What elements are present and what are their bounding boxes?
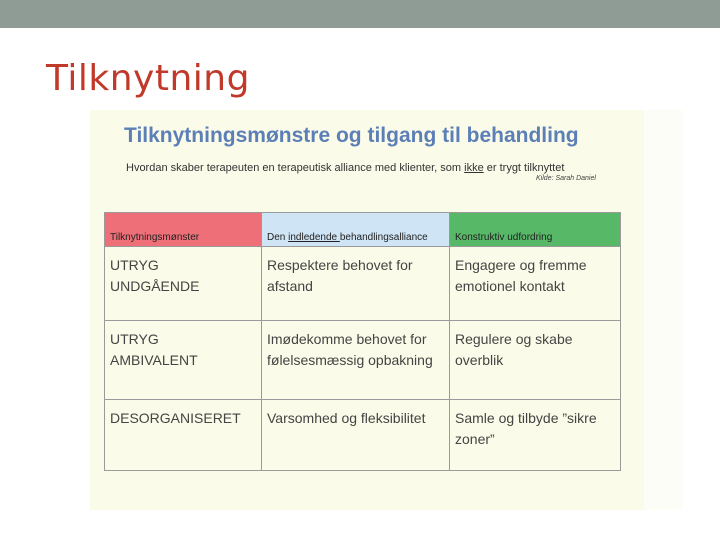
slide-title: Tilknytning <box>46 58 250 99</box>
top-bar <box>0 0 720 28</box>
alliance-cell: Imødekomme behovet for følelsesmæssig opbakning <box>262 321 450 400</box>
pattern-line: UTRYG <box>110 331 159 347</box>
header-underlined: indledende <box>288 232 340 243</box>
figure-title: Tilknytningsmønstre og tilgang til behandling <box>124 124 579 147</box>
table-header-row <box>105 213 621 247</box>
header-constructive-challenge: Konstruktiv udfordring <box>450 213 621 247</box>
pattern-line: UTRYG <box>110 257 159 273</box>
alliance-cell: Varsomhed og fleksibilitet <box>262 400 450 471</box>
source-credit: Kilde: Sarah Daniel <box>536 175 596 182</box>
challenge-cell: Engagere og fremme emotionel kontakt <box>450 247 621 321</box>
pattern-cell <box>105 321 262 400</box>
pattern-line: AMBIVALENT <box>110 352 198 368</box>
figure-panel <box>90 110 644 510</box>
pattern-cell <box>105 247 262 321</box>
figure-subtitle <box>126 162 564 174</box>
alliance-cell: Respektere behovet for afstand <box>262 247 450 321</box>
header-attachment-pattern: Tilknytningsmønster <box>105 213 262 247</box>
subtitle-emphasis: ikke <box>464 162 484 174</box>
header-initial-alliance <box>262 213 450 247</box>
challenge-cell: Regulere og skabe overblik <box>450 321 621 400</box>
attachment-table <box>104 212 621 471</box>
subtitle-part: er trygt tilknyttet <box>483 162 565 174</box>
challenge-cell: Samle og tilbyde ”sikre zoner” <box>450 400 621 471</box>
header-part: Den <box>267 232 289 243</box>
header-part: behandlingsalliance <box>339 232 428 243</box>
pattern-line: UNDGÅENDE <box>110 278 200 294</box>
figure-shadow <box>644 110 682 510</box>
table-row <box>105 321 621 400</box>
table-row <box>105 247 621 321</box>
pattern-line: DESORGANISERET <box>110 410 241 426</box>
pattern-cell <box>105 400 262 471</box>
subtitle-part: Hvordan skaber terapeuten en terapeutisk alliance med klienter, som <box>126 162 465 174</box>
table-row <box>105 400 621 471</box>
